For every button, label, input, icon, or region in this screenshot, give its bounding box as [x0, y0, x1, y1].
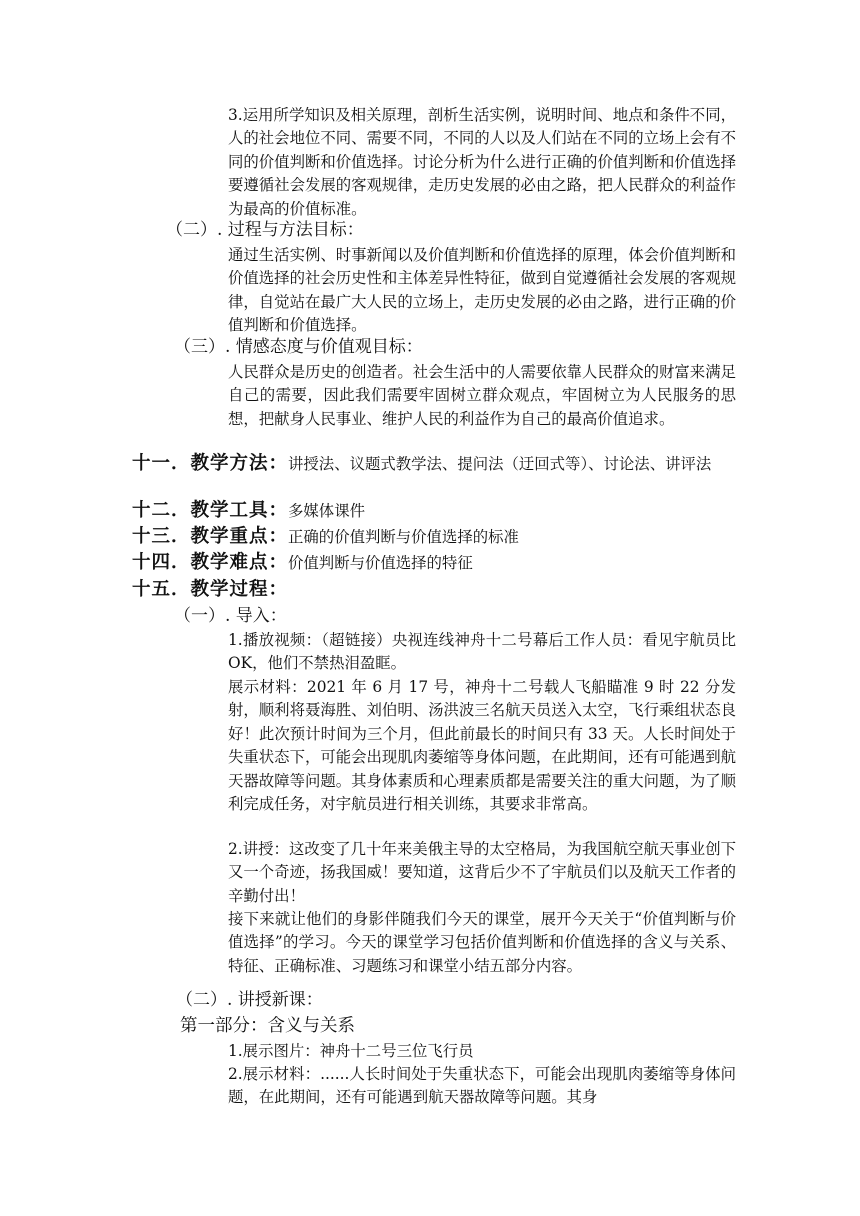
section-label: 十四．教学难点：: [132, 552, 289, 573]
section-label: 十一．教学方法：: [132, 453, 289, 474]
section-difficulties: [132, 551, 752, 575]
new-lesson-heading: （二）. 讲授新课：: [176, 990, 323, 1010]
part1-paragraph-1: 1.展示图片：神舟十二号三位飞行员: [228, 1042, 474, 1060]
section-key-points: [132, 525, 752, 549]
section-label: 十五．教学过程：: [132, 579, 289, 600]
section-text: 价值判断与价值选择的特征: [288, 554, 473, 572]
section-teaching-process: [132, 578, 752, 602]
section-label: 十二．教学工具：: [132, 500, 289, 521]
process-method-goal-text: 通过生活实例、时事新闻以及价值判断和价值选择的原理，体会价值判断和价值选择的社会历史性和主体差异性特征，做到自觉遵循社会发展的客观规律，自觉站在最广大人民的立场上，走历史发展的必由之路，进行正确的价值判断和价值选择。: [228, 246, 736, 335]
process-method-goal-heading: （二）. 过程与方法目标：: [166, 220, 364, 240]
section-label: 十三．教学重点：: [132, 526, 289, 547]
intro-paragraph-3: 2.讲授：这改变了几十年来美俄主导的太空格局，为我国航空航天事业创下又一个奇迹，扬我国威！要知道，这背后少不了宇航员们以及航天工作者的辛勤付出！: [228, 840, 736, 905]
section-teaching-methods: [132, 452, 752, 476]
section-text: 讲授法、议题式教学法、提问法（迂回式等）、讨论法、讲评法: [288, 455, 712, 473]
emotion-value-goal-text: 人民群众是历史的创造者。社会生活中的人需要依靠人民群众的财富来满足自己的需要，因此我们需要牢固树立群众观点，牢固树立为人民服务的思想，把献身人民事业、维护人民的利益作为自己的最高价值追求。: [228, 363, 736, 428]
intro-heading: （一）. 导入：: [174, 606, 287, 626]
emotion-value-goal-heading: （三）. 情感态度与价值观目标：: [174, 337, 423, 357]
section-teaching-tools: [132, 499, 752, 523]
section-text: 多媒体课件: [288, 502, 365, 520]
section-text: 正确的价值判断与价值选择的标准: [288, 528, 519, 546]
goal-item-3: 3.运用所学知识及相关原理，剖析生活实例，说明时间、地点和条件不同，人的社会地位不同、需要不同，不同的人以及人们站在不同的立场上会有不同的价值判断和价值选择。讨论分析为什么进行正确的价值判断和价值选择要遵循社会发展的客观规律，走历史发展的必由之路，把人民群众的利益作为最高的价值标准。: [228, 106, 736, 218]
intro-paragraph-2: 展示材料：2021 年 6 月 17 号，神舟十二号载人飞船瞄准 9 时 22 分发射，顺利将聂海胜、刘伯明、汤洪波三名航天员送入太空，飞行乘组状态良好！此次预计时间为三个月，但此前最长的时间只有 33 天。人长时间处于失重状态下，可能会出现肌肉萎缩等身体问题，在此期间，还有可能遇到航天器故障等问题。其身体素质和心理素质都是需要关注的重大问题，为了顺利完成任务，对宇航员进行相关训练，其要求非常高。: [228, 678, 736, 814]
part1-heading: 第一部分：含义与关系: [180, 1016, 355, 1036]
intro-paragraph-1: 1.播放视频：（超链接）央视连线神舟十二号幕后工作人员：看见宇航员比 OK，他们不禁热泪盈眶。: [228, 631, 736, 673]
intro-paragraph-4: 接下来就让他们的身影伴随我们今天的课堂，展开今天关于“价值判断与价值选择”的学习。今天的课堂学习包括价值判断和价值选择的含义与关系、特征、正确标准、习题练习和课堂小结五部分内容。: [228, 910, 736, 975]
part1-paragraph-2: 2.展示材料：......人长时间处于失重状态下，可能会出现肌肉萎缩等身体问题，在此期间，还有可能遇到航天器故障等问题。其身: [228, 1065, 736, 1107]
